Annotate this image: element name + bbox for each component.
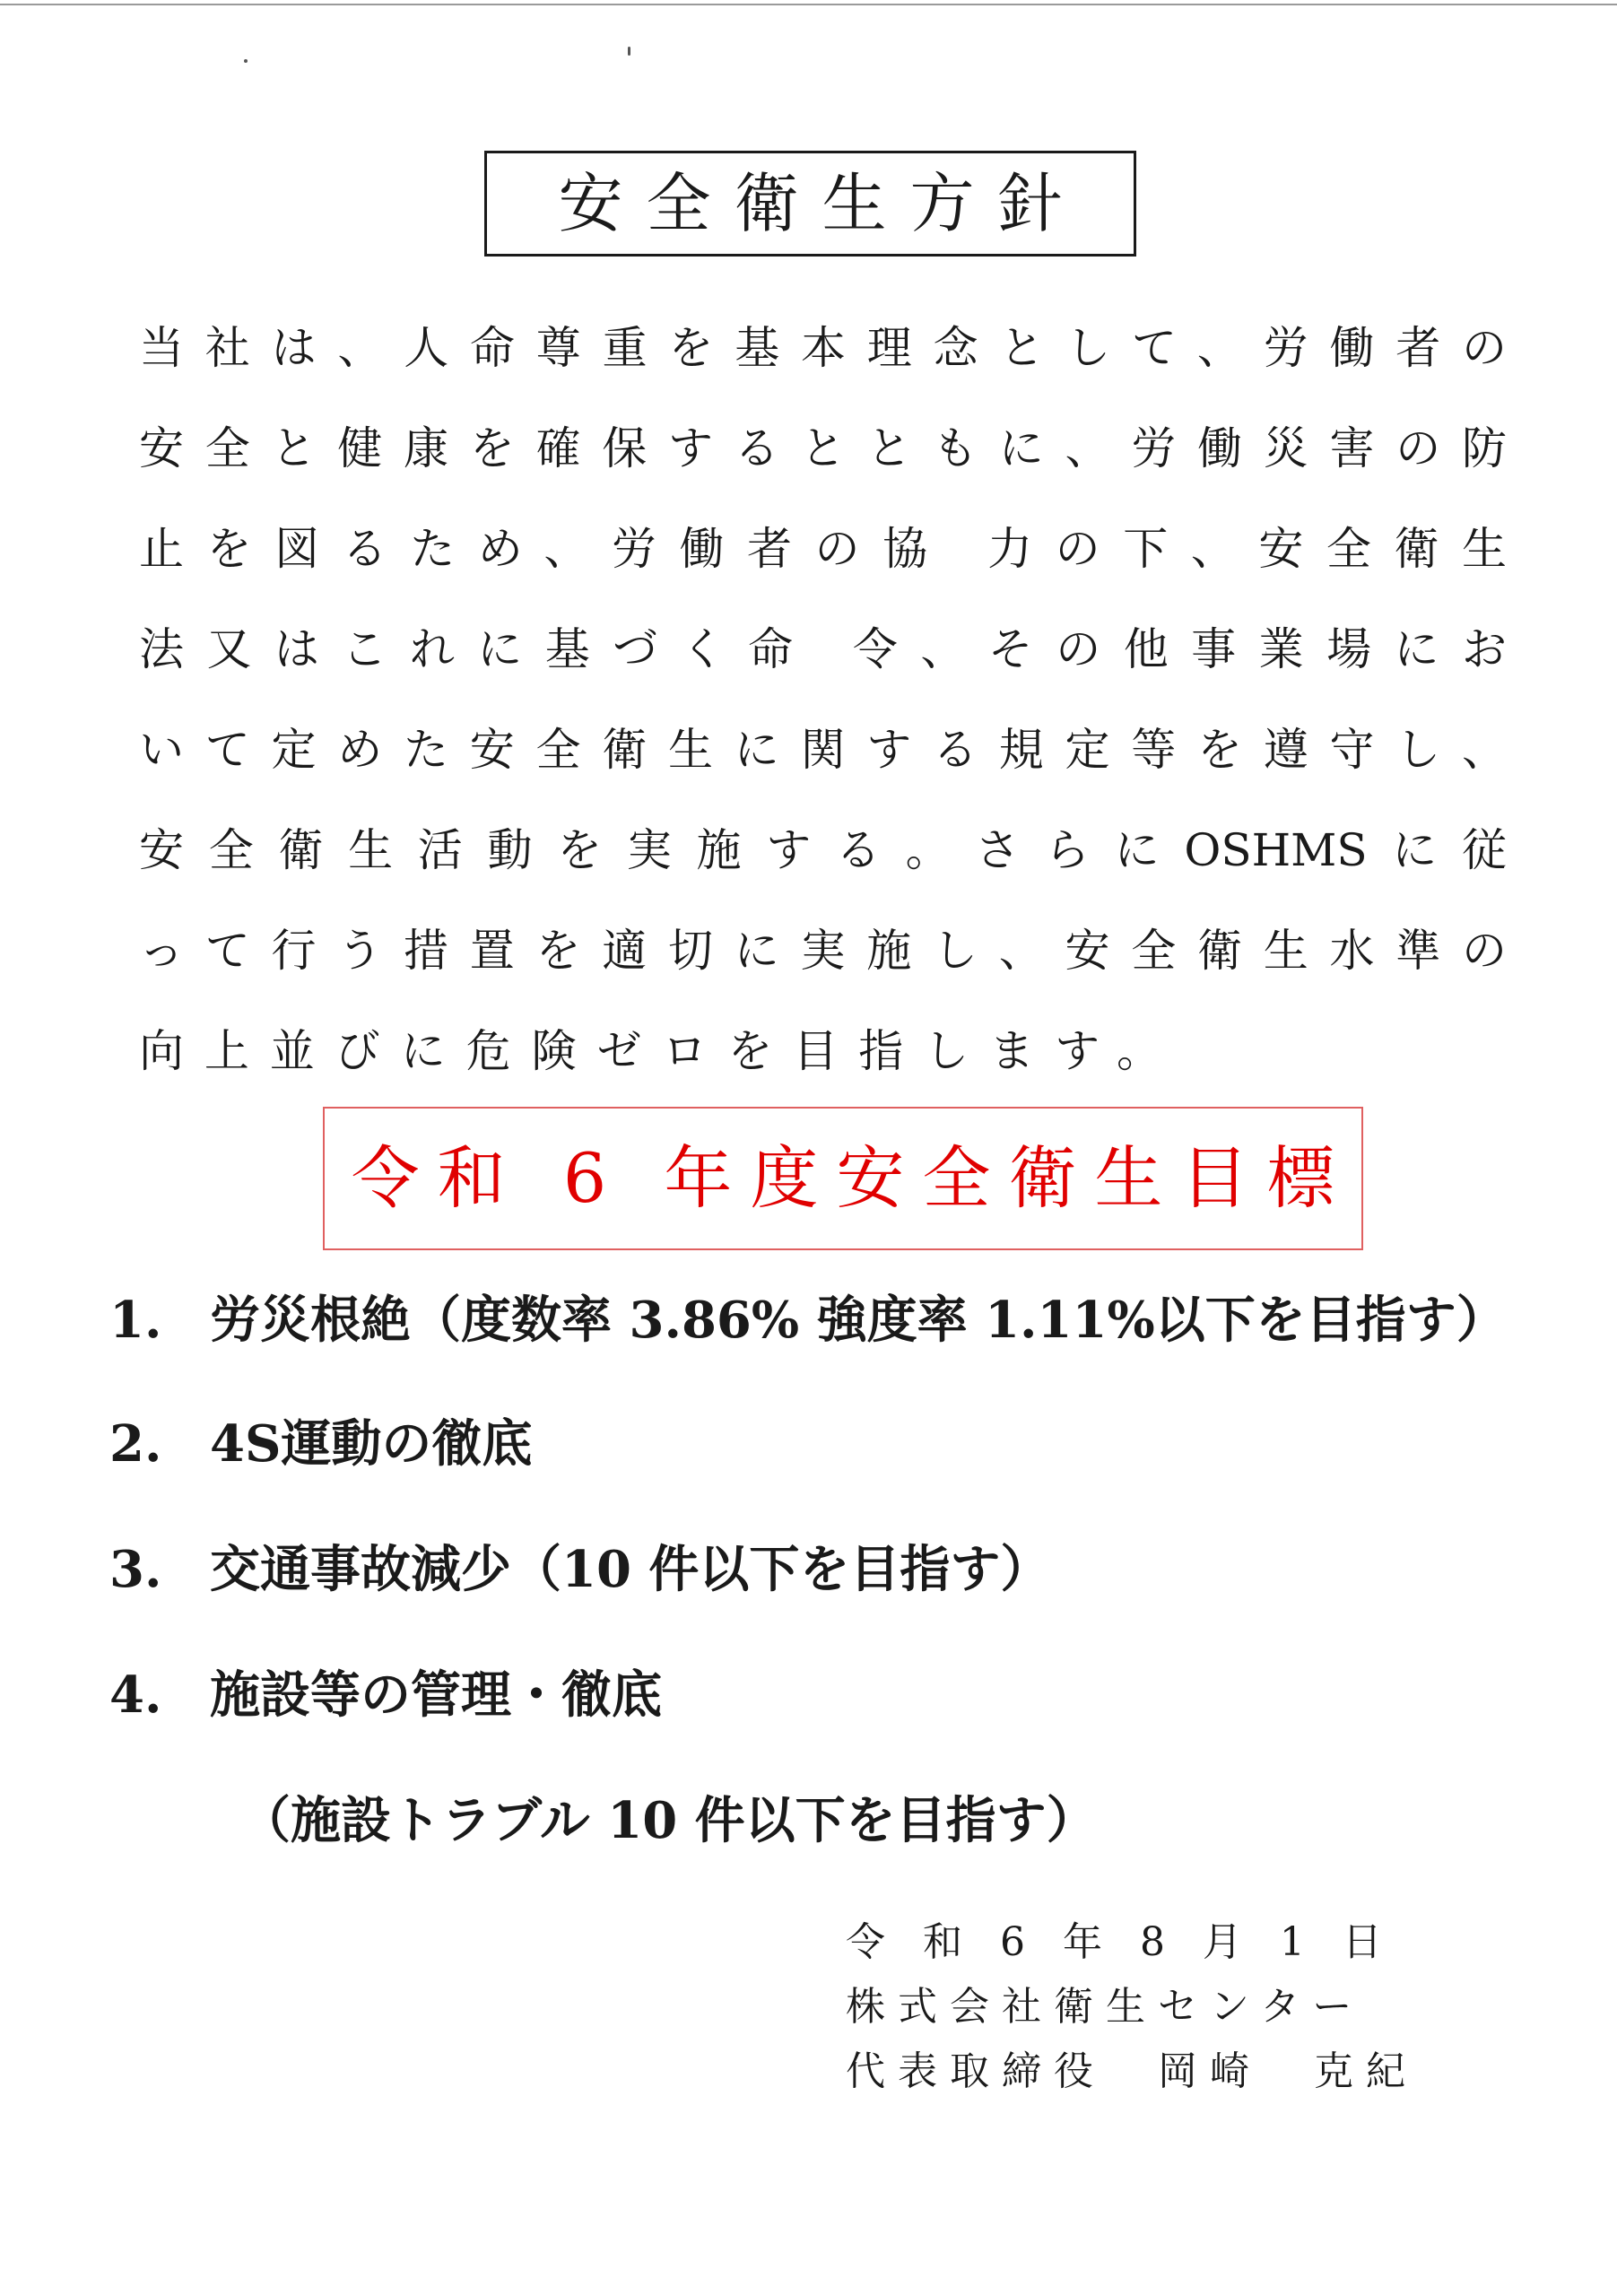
- policy-text-line: 安全と健康を確保するとともに、労働災害の防: [139, 422, 1507, 474]
- goal-number: 3.: [109, 1540, 162, 1599]
- scan-top-edge: [0, 4, 1617, 5]
- company-name: 株式会社衛生センター: [846, 1984, 1365, 2030]
- goal-number: 4.: [109, 1665, 162, 1725]
- goal-text: 施設等の管理・徹底: [210, 1665, 662, 1725]
- policy-title: 安全衛生方針: [558, 166, 1086, 241]
- goals-title: 令和 6 年度安全衛生目標: [351, 1138, 1353, 1218]
- goal-text: 労災根絶（度数率 3.86% 強度率 1.11%以下を目指す）: [210, 1291, 1507, 1350]
- policy-text-line: 向上並びに危険ゼロを目指します。: [139, 1025, 1161, 1077]
- goals-title-box: [323, 1107, 1363, 1250]
- policy-text-line: いて定めた安全衛生に関する規定等を遵守し、: [139, 724, 1507, 776]
- goal-item: [109, 1289, 1507, 1352]
- goal-text: 4S運動の徹底: [210, 1414, 533, 1474]
- policy-text-line: 安全衛生活動を実施する。さらにOSHMSに従: [139, 824, 1507, 876]
- goal-item: [109, 1413, 532, 1475]
- goal-item: [109, 1664, 662, 1726]
- policy-text-line: 当社は、人命尊重を基本理念として、労働者の: [139, 322, 1507, 374]
- policy-text-line: 法又はこれに基づく命 令、その他事業場にお: [139, 623, 1507, 675]
- policy-text-line: 止を図るため、労働者の協 力の下、安全衛生: [139, 523, 1507, 575]
- issue-date: 令 和 6 年 8 月 1 日: [846, 1919, 1395, 1965]
- scan-speck: [244, 59, 248, 63]
- goal-item-subtext: （施設トラブル 10 件以下を目指す）: [240, 1791, 1097, 1850]
- goal-number: 2.: [109, 1414, 162, 1474]
- goal-number: 1.: [109, 1291, 162, 1350]
- representative-name: 代表取締役 岡崎 克紀: [846, 2048, 1418, 2094]
- scan-speck: [628, 47, 630, 56]
- policy-text-line: って行う措置を適切に実施し、安全衛生水準の: [139, 925, 1507, 977]
- policy-title-box: [484, 151, 1136, 257]
- goal-text: 交通事故減少（10 件以下を目指す）: [210, 1540, 1051, 1599]
- goal-item: [109, 1538, 1050, 1601]
